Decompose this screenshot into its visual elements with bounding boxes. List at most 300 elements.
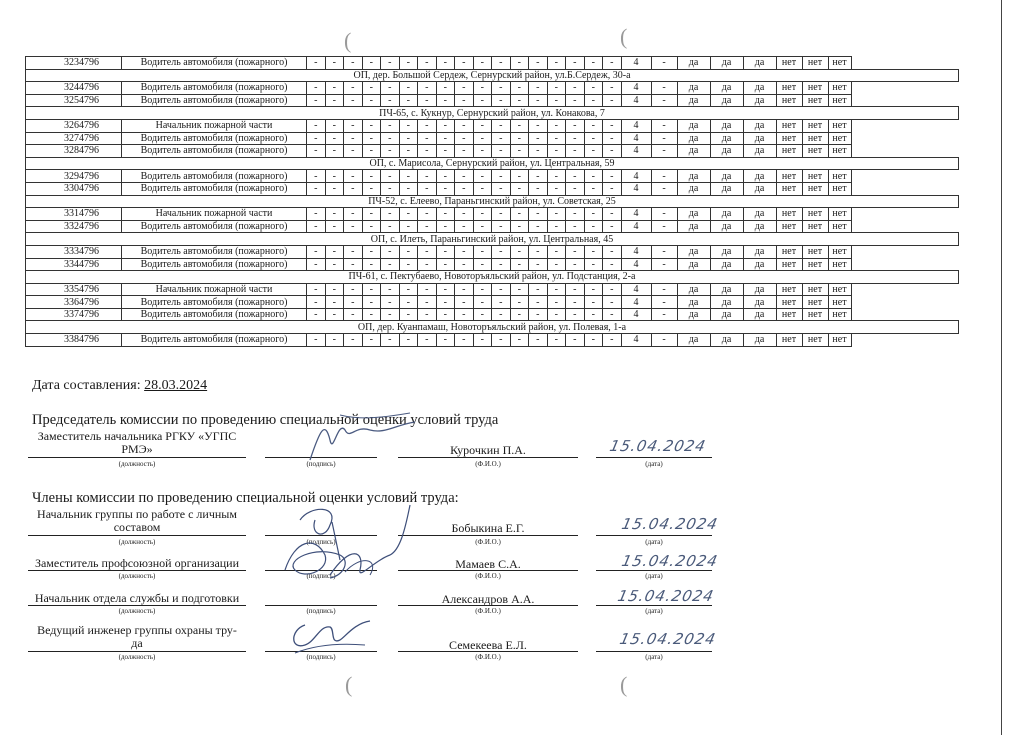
factor-cell: - [584, 94, 603, 107]
workplace-id: 3314796 [26, 208, 122, 221]
factor-cell: - [492, 308, 511, 321]
member-1-position-line2: составом [113, 520, 161, 534]
factor-cell: - [307, 145, 326, 158]
workplace-id: 3374796 [26, 308, 122, 321]
caption-signature: (подпись) [306, 607, 336, 615]
factor-cell: - [529, 132, 548, 145]
factor-cell: - [418, 258, 437, 271]
no-cell: нет [828, 132, 851, 145]
factor-cell: - [399, 245, 418, 258]
factor-cell: - [584, 283, 603, 296]
no-cell: нет [776, 220, 802, 233]
workplace-id: 3264796 [26, 119, 122, 132]
factor-cell: - [492, 245, 511, 258]
table-row [26, 245, 959, 258]
factor-cell: - [492, 119, 511, 132]
factor-cell: - [307, 258, 326, 271]
no-cell: нет [776, 119, 802, 132]
yes-cell: да [710, 296, 743, 309]
no-cell: нет [828, 94, 851, 107]
yes-cell: да [677, 296, 710, 309]
compilation-date [32, 378, 207, 394]
factor-cell: - [307, 57, 326, 70]
factor-cell: - [344, 220, 363, 233]
workplace-position: Начальник пожарной части [122, 283, 307, 296]
yes-cell: да [677, 119, 710, 132]
factor-cell: - [603, 334, 622, 347]
factor-cell: - [547, 296, 566, 309]
factor-cell: - [362, 132, 381, 145]
page-edge-line [1001, 0, 1002, 735]
no-cell: нет [828, 145, 851, 158]
member-3-fio-line [398, 605, 578, 606]
member-1-handwritten-date: 15.04.2024 [620, 515, 720, 533]
factor-cell: - [473, 208, 492, 221]
table-row [26, 308, 959, 321]
factor-cell: - [510, 296, 529, 309]
no-cell: нет [776, 145, 802, 158]
factor-cell: - [325, 57, 344, 70]
member-3-handwritten-date: 15.04.2024 [616, 587, 716, 605]
no-cell: нет [802, 170, 828, 183]
section-row [26, 233, 959, 246]
factor-cell: - [603, 296, 622, 309]
dash-cell: - [651, 334, 677, 347]
factor-cell: - [566, 296, 585, 309]
dash-cell: - [651, 182, 677, 195]
factor-cell: - [547, 334, 566, 347]
no-cell: нет [776, 132, 802, 145]
factor-cell: - [344, 182, 363, 195]
member-1-fio: Бобыкина Е.Г. [451, 521, 525, 535]
member-4-handwritten-date: 15.04.2024 [618, 630, 718, 648]
member-2-position [28, 557, 246, 570]
section-address: ПЧ-52, с. Елеево, Параньгинский район, ул. Советская, 25 [26, 195, 959, 208]
factor-cell: - [547, 220, 566, 233]
factor-cell: - [492, 258, 511, 271]
member-2-date-line [596, 570, 712, 571]
member-3-date-line [596, 605, 712, 606]
factor-cell: - [566, 170, 585, 183]
factor-cell: - [529, 182, 548, 195]
section-address: ОП, с. Марисола, Сернурский район, ул. Центральная, 59 [26, 157, 959, 170]
member-2-position-line [28, 570, 246, 571]
factor-cell: - [566, 132, 585, 145]
factor-cell: - [492, 94, 511, 107]
workplace-id: 3294796 [26, 170, 122, 183]
yes-cell: да [710, 94, 743, 107]
yes-cell: да [677, 220, 710, 233]
no-cell: нет [776, 283, 802, 296]
factor-cell: - [566, 182, 585, 195]
factor-cell: - [566, 119, 585, 132]
chair-date-line [596, 457, 712, 458]
factor-cell: - [344, 57, 363, 70]
factor-cell: - [584, 308, 603, 321]
yes-cell: да [743, 82, 776, 95]
factor-cell: - [344, 170, 363, 183]
class-cell: 4 [621, 308, 651, 321]
factor-cell: - [436, 57, 455, 70]
workplace-id: 3284796 [26, 145, 122, 158]
factor-cell: - [362, 57, 381, 70]
factor-cell: - [473, 145, 492, 158]
factor-cell: - [473, 220, 492, 233]
factor-cell: - [307, 208, 326, 221]
factor-cell: - [566, 308, 585, 321]
member-1-position-line [28, 535, 246, 536]
class-cell: 4 [621, 182, 651, 195]
factor-cell: - [473, 308, 492, 321]
factor-cell: - [344, 132, 363, 145]
factor-cell: - [473, 258, 492, 271]
chair-signature [300, 410, 420, 465]
factor-cell: - [307, 94, 326, 107]
no-cell: нет [828, 245, 851, 258]
workplace-position: Водитель автомобиля (пожарного) [122, 145, 307, 158]
factor-cell: - [399, 308, 418, 321]
factor-cell: - [584, 220, 603, 233]
class-cell: 4 [621, 57, 651, 70]
factor-cell: - [529, 283, 548, 296]
factor-cell: - [399, 170, 418, 183]
workplace-id: 3274796 [26, 132, 122, 145]
factor-cell: - [344, 245, 363, 258]
factor-cell: - [529, 296, 548, 309]
factor-cell: - [529, 308, 548, 321]
factor-cell: - [307, 296, 326, 309]
caption-fio: (Ф.И.О.) [475, 538, 501, 546]
caption-position: (должность) [118, 460, 156, 468]
factor-cell: - [492, 220, 511, 233]
factor-cell: - [362, 258, 381, 271]
factor-cell: - [455, 170, 474, 183]
chair-handwritten-date: 15.04.2024 [608, 437, 708, 455]
member-4-position-line [28, 651, 246, 652]
table-row [26, 182, 959, 195]
section-address: ОП, с. Илеть, Параньгинский район, ул. Центральная, 45 [26, 233, 959, 246]
factor-cell: - [381, 283, 400, 296]
factor-cell: - [325, 283, 344, 296]
no-cell: нет [828, 170, 851, 183]
caption-position: (должность) [118, 607, 156, 615]
factor-cell: - [436, 94, 455, 107]
factor-cell: - [455, 119, 474, 132]
factor-cell: - [307, 82, 326, 95]
yes-cell: да [743, 132, 776, 145]
workplace-id: 3364796 [26, 296, 122, 309]
factor-cell: - [381, 145, 400, 158]
factor-cell: - [529, 258, 548, 271]
factor-cell: - [492, 334, 511, 347]
yes-cell: да [710, 57, 743, 70]
factor-cell: - [436, 245, 455, 258]
member-4-fio: Семекеева Е.Л. [449, 638, 527, 652]
yes-cell: да [677, 334, 710, 347]
no-cell: нет [828, 182, 851, 195]
factor-cell: - [529, 57, 548, 70]
factor-cell: - [362, 182, 381, 195]
factor-cell: - [547, 132, 566, 145]
workplace-id: 3324796 [26, 220, 122, 233]
factor-cell: - [547, 208, 566, 221]
factor-cell: - [566, 334, 585, 347]
faint-mark: ( [620, 672, 628, 697]
member-3-signature-line [265, 605, 377, 606]
factor-cell: - [455, 308, 474, 321]
factor-cell: - [307, 334, 326, 347]
caption-date: (дата) [645, 460, 663, 468]
workplace-position: Начальник пожарной части [122, 208, 307, 221]
yes-cell: да [677, 208, 710, 221]
yes-cell: да [743, 283, 776, 296]
factor-cell: - [566, 82, 585, 95]
no-cell: нет [802, 132, 828, 145]
dash-cell: - [651, 132, 677, 145]
yes-cell: да [743, 57, 776, 70]
yes-cell: да [743, 258, 776, 271]
no-cell: нет [776, 182, 802, 195]
factor-cell: - [473, 170, 492, 183]
factor-cell: - [418, 57, 437, 70]
no-cell: нет [776, 308, 802, 321]
factor-cell: - [566, 220, 585, 233]
factor-cell: - [344, 258, 363, 271]
factor-cell: - [566, 145, 585, 158]
date-label: Дата составления: [32, 378, 141, 393]
table-row [26, 220, 959, 233]
factor-cell: - [473, 82, 492, 95]
section-row [26, 271, 959, 284]
no-cell: нет [776, 334, 802, 347]
factor-cell: - [510, 283, 529, 296]
dash-cell: - [651, 220, 677, 233]
workplace-id: 3384796 [26, 334, 122, 347]
section-row [26, 157, 959, 170]
no-cell: нет [828, 57, 851, 70]
factor-cell: - [603, 145, 622, 158]
caption-date: (дата) [645, 572, 663, 580]
factor-cell: - [547, 258, 566, 271]
table-row [26, 296, 959, 309]
factor-cell: - [418, 283, 437, 296]
factor-cell: - [473, 296, 492, 309]
member-4-signature [285, 615, 375, 655]
no-cell: нет [776, 258, 802, 271]
factor-cell: - [325, 119, 344, 132]
factor-cell: - [510, 132, 529, 145]
chair-fio: Курочкин П.А. [450, 443, 526, 457]
factor-cell: - [418, 119, 437, 132]
factor-cell: - [307, 220, 326, 233]
members-heading: Члены комиссии по проведению специальной оценки условий труда: [32, 490, 459, 506]
factor-cell: - [418, 170, 437, 183]
class-cell: 4 [621, 296, 651, 309]
factor-cell: - [399, 296, 418, 309]
member-4-position [28, 624, 246, 650]
factor-cell: - [584, 132, 603, 145]
factor-cell: - [455, 334, 474, 347]
member-1-date-line [596, 535, 712, 536]
no-cell: нет [802, 82, 828, 95]
member-3-position-line [28, 605, 246, 606]
table-row [26, 283, 959, 296]
factor-cell: - [381, 94, 400, 107]
yes-cell: да [710, 119, 743, 132]
factor-cell: - [529, 82, 548, 95]
factor-cell: - [381, 296, 400, 309]
yes-cell: да [743, 119, 776, 132]
caption-fio: (Ф.И.О.) [475, 572, 501, 580]
factor-cell: - [473, 283, 492, 296]
factor-cell: - [510, 208, 529, 221]
section-address: ПЧ-65, с. Кукнур, Сернурский район, ул. Конакова, 7 [26, 107, 959, 120]
yes-cell: да [743, 220, 776, 233]
factor-cell: - [362, 94, 381, 107]
factor-cell: - [399, 258, 418, 271]
dash-cell: - [651, 308, 677, 321]
member-2-handwritten-date: 15.04.2024 [620, 552, 720, 570]
class-cell: 4 [621, 94, 651, 107]
no-cell: нет [776, 82, 802, 95]
factor-cell: - [344, 296, 363, 309]
factor-cell: - [399, 145, 418, 158]
factor-cell: - [436, 170, 455, 183]
factor-cell: - [473, 334, 492, 347]
factor-cell: - [529, 208, 548, 221]
factor-cell: - [547, 170, 566, 183]
table-row [26, 334, 959, 347]
no-cell: нет [828, 283, 851, 296]
factor-cell: - [455, 57, 474, 70]
factor-cell: - [603, 170, 622, 183]
factor-cell: - [584, 119, 603, 132]
factor-cell: - [529, 145, 548, 158]
factor-cell: - [510, 119, 529, 132]
factor-cell: - [418, 182, 437, 195]
workplace-position: Водитель автомобиля (пожарного) [122, 334, 307, 347]
no-cell: нет [776, 94, 802, 107]
faint-mark: ( [345, 672, 353, 697]
dash-cell: - [651, 170, 677, 183]
factor-cell: - [325, 296, 344, 309]
factor-cell: - [399, 82, 418, 95]
yes-cell: да [710, 208, 743, 221]
factor-cell: - [455, 296, 474, 309]
class-cell: 4 [621, 283, 651, 296]
factor-cell: - [325, 308, 344, 321]
factor-cell: - [436, 283, 455, 296]
no-cell: нет [776, 208, 802, 221]
factor-cell: - [325, 182, 344, 195]
factor-cell: - [381, 308, 400, 321]
class-cell: 4 [621, 220, 651, 233]
workplace-position: Водитель автомобиля (пожарного) [122, 94, 307, 107]
factor-cell: - [362, 208, 381, 221]
yes-cell: да [677, 170, 710, 183]
yes-cell: да [743, 94, 776, 107]
factor-cell: - [418, 296, 437, 309]
workplace-position: Водитель автомобиля (пожарного) [122, 132, 307, 145]
yes-cell: да [743, 296, 776, 309]
factor-cell: - [455, 182, 474, 195]
workplace-position: Водитель автомобиля (пожарного) [122, 308, 307, 321]
factor-cell: - [436, 132, 455, 145]
table-row [26, 94, 959, 107]
no-cell: нет [802, 57, 828, 70]
factor-cell: - [603, 245, 622, 258]
factor-cell: - [436, 220, 455, 233]
factor-cell: - [325, 208, 344, 221]
no-cell: нет [776, 170, 802, 183]
section-row [26, 107, 959, 120]
factor-cell: - [418, 208, 437, 221]
factor-cell: - [399, 57, 418, 70]
factor-cell: - [307, 182, 326, 195]
no-cell: нет [802, 245, 828, 258]
factor-cell: - [603, 94, 622, 107]
factor-cell: - [362, 245, 381, 258]
factor-cell: - [603, 308, 622, 321]
caption-date: (дата) [645, 538, 663, 546]
yes-cell: да [743, 308, 776, 321]
yes-cell: да [743, 145, 776, 158]
dash-cell: - [651, 94, 677, 107]
yes-cell: да [677, 145, 710, 158]
yes-cell: да [710, 132, 743, 145]
class-cell: 4 [621, 334, 651, 347]
factor-cell: - [436, 82, 455, 95]
factor-cell: - [381, 119, 400, 132]
factor-cell: - [455, 145, 474, 158]
factor-cell: - [510, 145, 529, 158]
factor-cell: - [307, 283, 326, 296]
factor-cell: - [344, 334, 363, 347]
yes-cell: да [710, 308, 743, 321]
section-address: ОП, дер. Большой Сердеж, Сернурский район, ул.Б.Сердеж, 30-а [26, 69, 959, 82]
yes-cell: да [710, 245, 743, 258]
workplace-position: Водитель автомобиля (пожарного) [122, 82, 307, 95]
factor-cell: - [547, 283, 566, 296]
factor-cell: - [510, 258, 529, 271]
no-cell: нет [802, 296, 828, 309]
factor-cell: - [529, 119, 548, 132]
factor-cell: - [418, 245, 437, 258]
factor-cell: - [510, 220, 529, 233]
yes-cell: да [677, 57, 710, 70]
class-cell: 4 [621, 82, 651, 95]
factor-cell: - [455, 283, 474, 296]
member-4-position-line2: да [131, 636, 143, 650]
no-cell: нет [776, 245, 802, 258]
factor-cell: - [381, 57, 400, 70]
factor-cell: - [566, 283, 585, 296]
factor-cell: - [307, 170, 326, 183]
factor-cell: - [455, 220, 474, 233]
yes-cell: да [677, 94, 710, 107]
factor-cell: - [584, 208, 603, 221]
factor-cell: - [547, 94, 566, 107]
factor-cell: - [529, 170, 548, 183]
factor-cell: - [492, 132, 511, 145]
factor-cell: - [566, 245, 585, 258]
factor-cell: - [603, 220, 622, 233]
section-address: ОП, дер. Куанпамаш, Новоторъяльский район, ул. Полевая, 1-а [26, 321, 959, 334]
yes-cell: да [743, 170, 776, 183]
yes-cell: да [710, 334, 743, 347]
assessment-table [25, 56, 959, 347]
factor-cell: - [510, 57, 529, 70]
